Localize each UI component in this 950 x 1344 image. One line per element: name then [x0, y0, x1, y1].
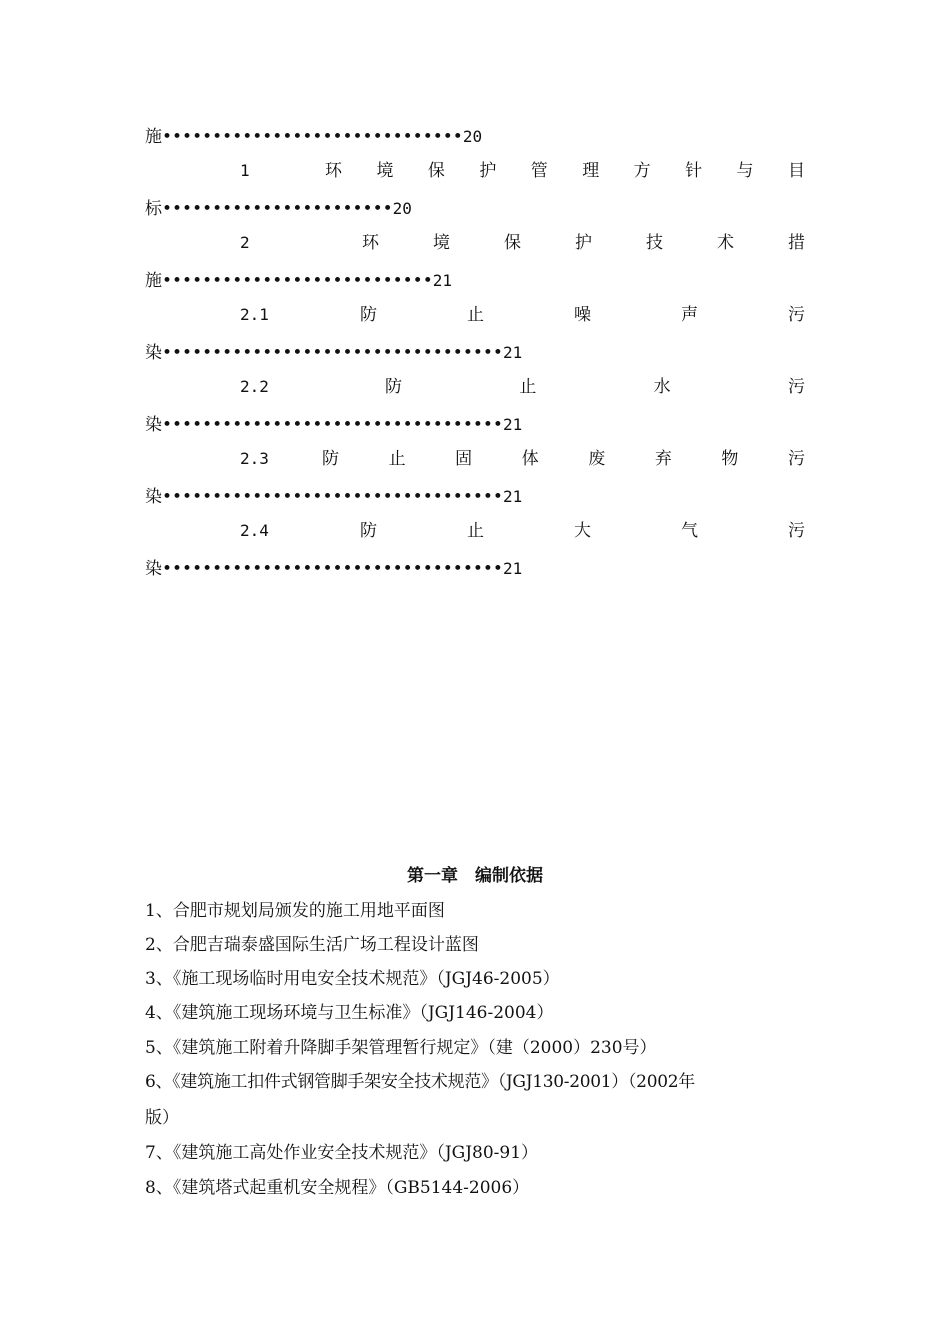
- toc-leader-dots: •••••••••••••••••••••••: [162, 199, 393, 219]
- toc-line: [145, 483, 805, 511]
- toc-leader-dots: ••••••••••••••••••••••••••••••: [162, 127, 463, 147]
- toc-char: 理: [582, 161, 600, 181]
- toc-line: [145, 195, 805, 223]
- toc-entry-title: [360, 517, 805, 545]
- reference-item: 5、《建筑施工附着升降脚手架管理暂行规定》（建（2000）230号）: [145, 1038, 657, 1058]
- toc-char: 针: [685, 161, 703, 181]
- toc-char: 防: [360, 521, 377, 541]
- toc-page-number: 21: [502, 415, 523, 434]
- toc-char: 止: [519, 377, 537, 397]
- toc-lead: 施: [145, 127, 162, 147]
- toc-lead: 染: [145, 415, 162, 435]
- toc-entry-number: 1: [240, 161, 250, 180]
- toc-char: 污: [788, 521, 805, 541]
- toc-char: 止: [467, 305, 484, 325]
- reference-item: 8、《建筑塔式起重机安全规程》（GB5144-2006）: [145, 1178, 530, 1198]
- toc-char: 环: [362, 233, 379, 253]
- toc-char: 防: [360, 305, 377, 325]
- toc-line: [145, 267, 805, 295]
- toc-char: 保: [504, 233, 521, 253]
- toc-char: 止: [388, 449, 406, 469]
- toc-char: 污: [787, 449, 805, 469]
- toc-line: [145, 411, 805, 439]
- reference-item: 6、《建筑施工扣件式钢管脚手架安全技术规范》（JGJ130-2001）（2002年: [145, 1072, 695, 1092]
- reference-item: 1、合肥市规划局颁发的施工用地平面图: [145, 901, 445, 921]
- toc-entry-number: 2.2: [240, 377, 269, 396]
- toc-char: 噪: [574, 305, 591, 325]
- toc-lead: 施: [145, 271, 162, 291]
- toc-char: 管: [530, 161, 548, 181]
- toc-page-number: 21: [502, 487, 523, 506]
- toc-entry-number: 2.3: [240, 449, 269, 468]
- toc-char: 物: [721, 449, 739, 469]
- toc-char: 护: [479, 161, 497, 181]
- toc-char: 防: [385, 377, 402, 397]
- toc-line: [145, 123, 805, 151]
- toc-lead: 染: [145, 559, 162, 579]
- toc-entry-title: [385, 373, 805, 401]
- toc-char: 与: [736, 161, 754, 181]
- toc-entry-number: 2.1: [240, 305, 269, 324]
- toc-char: 废: [588, 449, 606, 469]
- toc-lead: 标: [145, 199, 162, 219]
- toc-char: 声: [681, 305, 698, 325]
- toc-char: 污: [788, 305, 805, 325]
- toc-entry-title: [322, 445, 805, 473]
- reference-item: 7、《建筑施工高处作业安全技术规范》（JGJ80-91）: [145, 1143, 539, 1163]
- toc-char: 方: [633, 161, 651, 181]
- toc-leader-dots: •••••••••••••••••••••••••••: [162, 271, 433, 291]
- toc-entry-number: 2: [240, 233, 250, 252]
- toc-leader-dots: ••••••••••••••••••••••••••••••••••: [162, 559, 503, 579]
- toc-char: 固: [455, 449, 473, 469]
- toc-char: 弃: [654, 449, 672, 469]
- toc-char: 止: [467, 521, 484, 541]
- toc-char: 保: [427, 161, 445, 181]
- toc-entry-title: [362, 229, 805, 257]
- toc-leader-dots: ••••••••••••••••••••••••••••••••••: [162, 343, 503, 363]
- toc-lead: 染: [145, 343, 162, 363]
- toc-page-number: 21: [502, 343, 523, 362]
- toc-char: 防: [322, 449, 339, 469]
- reference-item: 4、《建筑施工现场环境与卫生标准》（JGJ146-2004）: [145, 1003, 554, 1023]
- toc-char: 气: [681, 521, 698, 541]
- toc-page-number: 20: [392, 199, 412, 218]
- toc-line: [145, 555, 805, 583]
- toc-entry-title: [360, 301, 805, 329]
- toc-leader-dots: ••••••••••••••••••••••••••••••••••: [162, 487, 503, 507]
- toc-entry: [145, 229, 805, 257]
- toc-entry: [145, 445, 805, 473]
- toc-line: [145, 339, 805, 367]
- toc-entry-number: 2.4: [240, 521, 269, 540]
- reference-item: 3、《施工现场临时用电安全技术规范》（JGJ46-2005）: [145, 969, 560, 989]
- toc-entry: [145, 517, 805, 545]
- reference-item: 2、合肥吉瑞泰盛国际生活广场工程设计蓝图: [145, 935, 479, 955]
- toc-page-number: 21: [502, 559, 523, 578]
- toc-char: 体: [521, 449, 539, 469]
- toc-char: 水: [653, 377, 671, 397]
- toc-char: 措: [788, 233, 805, 253]
- toc-char: 境: [433, 233, 450, 253]
- toc-char: 污: [787, 377, 805, 397]
- toc-char: 境: [376, 161, 394, 181]
- toc-char: 大: [574, 521, 591, 541]
- toc-page-number: 20: [462, 127, 483, 146]
- toc-char: 技: [646, 233, 663, 253]
- reference-item-continuation: 版）: [145, 1108, 179, 1128]
- toc-entry: [145, 157, 805, 185]
- toc-char: 环: [325, 161, 342, 181]
- toc-char: 护: [575, 233, 592, 253]
- toc-lead: 染: [145, 487, 162, 507]
- toc-leader-dots: ••••••••••••••••••••••••••••••••••: [162, 415, 503, 435]
- toc-page-number: 21: [432, 271, 453, 290]
- chapter-title: 第一章 编制依据: [407, 866, 543, 886]
- toc-char: 术: [717, 233, 734, 253]
- toc-entry-title: [325, 157, 805, 185]
- toc-entry: [145, 301, 805, 329]
- toc-char: 目: [787, 161, 805, 181]
- toc-entry: [145, 373, 805, 401]
